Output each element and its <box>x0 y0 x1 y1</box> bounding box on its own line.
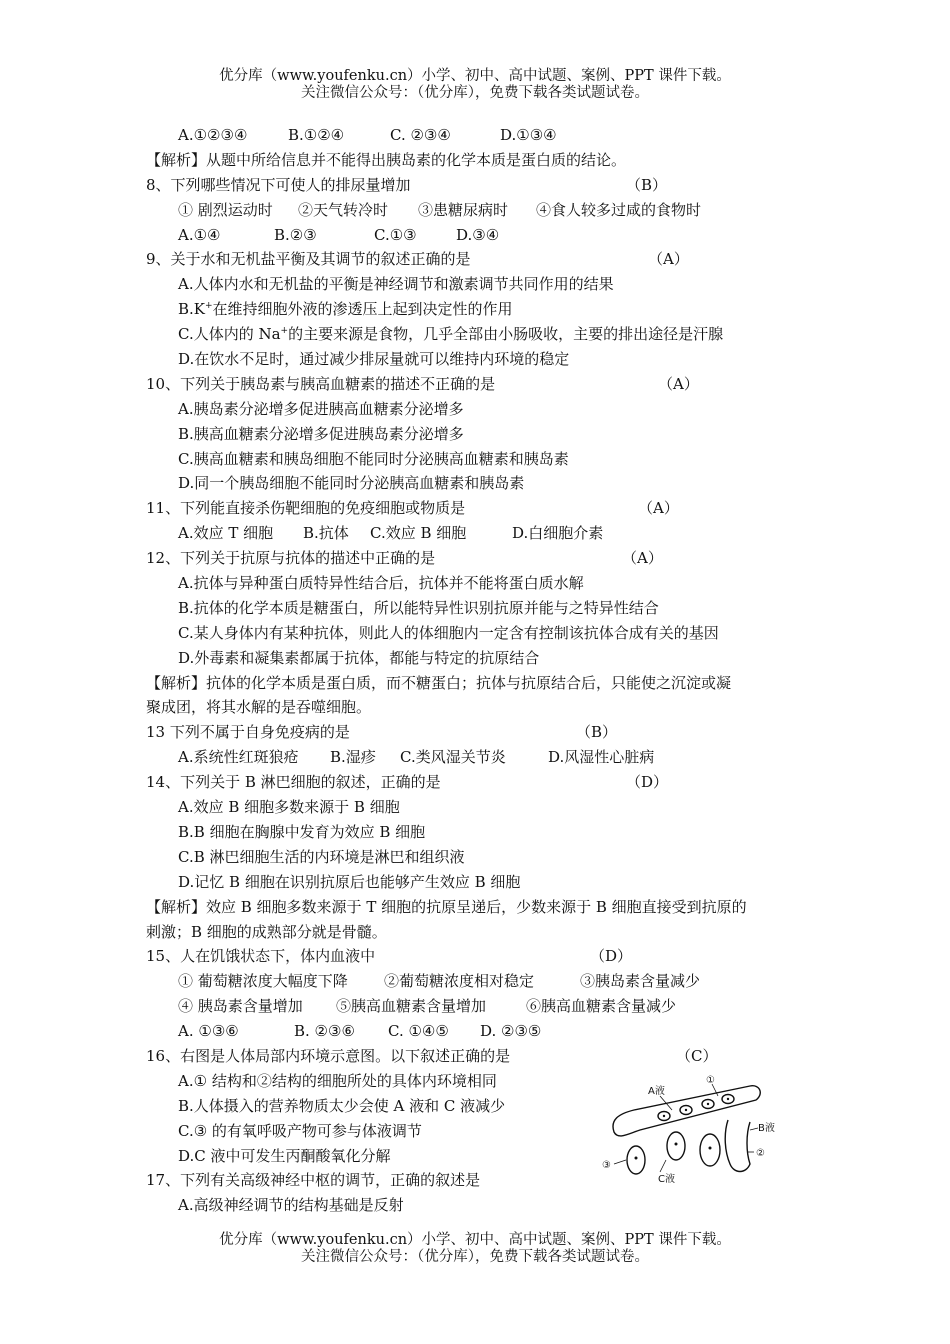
q8-answer: （B） <box>626 175 668 194</box>
q14-stem <box>146 770 826 795</box>
label-a-fluid: A液 <box>648 1086 665 1097</box>
q7-opt-a: A.①②③④ <box>178 126 248 144</box>
q13-opt-b: B.湿疹 <box>330 748 376 767</box>
q9-c-pre: C.人体内的 Na <box>178 325 281 344</box>
q9-option-b <box>146 297 826 322</box>
q17-option-a: A.高级神经调节的结构基础是反射 <box>178 1196 404 1215</box>
q10-option-c: C.胰高血糖素和胰岛细胞不能同时分泌胰高血糖素和胰岛素 <box>178 449 569 468</box>
q8-opt-d: D.③④ <box>456 225 500 244</box>
q9-option-c <box>146 322 826 347</box>
q11-opt-b: B.抗体 <box>303 524 349 543</box>
q9-c-sup: + <box>280 326 289 337</box>
footer-line-2: 关注微信公众号：（优分库），免费下载各类试题试卷。 <box>301 1249 649 1265</box>
q14-stem-text: 14、下列关于 B 淋巴细胞的叙述，正确的是 <box>146 773 441 792</box>
q14-option-c: C.B 淋巴细胞生活的内环境是淋巴和组织液 <box>178 847 465 866</box>
q14-option-d: D.记忆 B 细胞在识别抗原后也能够产生效应 B 细胞 <box>178 872 521 891</box>
q15-options <box>146 1019 826 1044</box>
q7-analysis: 【解析】从题中所给信息并不能得出胰岛素的化学本质是蛋白质的结论。 <box>146 150 627 169</box>
q12-option-d: D.外毒素和凝集素都属于抗体，都能与特定的抗原结合 <box>178 648 540 667</box>
q12-option-b: B.抗体的化学本质是糖蛋白，所以能特异性识别抗原并能与之特异性结合 <box>178 598 659 617</box>
lymph-vessel <box>725 1120 750 1172</box>
q16-option-d: D.C 液中可发生丙酮酸氧化分解 <box>178 1146 391 1165</box>
q8-opt-a: A.①④ <box>178 225 221 244</box>
q11-answer: （A） <box>638 499 679 518</box>
q7-opt-b: B.①②④ <box>288 126 345 144</box>
q13-options <box>146 745 826 770</box>
q11-opt-c: C.效应 B 细胞 <box>370 524 467 543</box>
q11-stem <box>146 496 826 521</box>
q13-answer: （B） <box>576 723 618 742</box>
q14-analysis-2: 刺激；B 细胞的成熟部分就是骨髓。 <box>146 922 387 941</box>
q15-opt-a: A. ①③⑥ <box>178 1022 239 1041</box>
q8-opt-c: C.①③ <box>374 225 417 244</box>
tissue-cell <box>627 1146 645 1174</box>
label-3: ③ <box>602 1160 611 1171</box>
q9-option-a: A.人体内水和无机盐的平衡是神经调节和激素调节共同作用的结果 <box>178 275 614 294</box>
label-2: ② <box>756 1148 765 1159</box>
q8-stem <box>146 173 826 198</box>
q11-stem-text: 11、下列能直接杀伤靶细胞的免疫细胞或物质是 <box>146 499 466 518</box>
q12-stem <box>146 546 826 571</box>
q8-options <box>146 223 826 248</box>
q10-stem <box>146 372 826 397</box>
q14-option-b: B.B 细胞在胸腺中发育为效应 B 细胞 <box>178 822 426 841</box>
q13-stem <box>146 720 826 745</box>
q12-answer: （A） <box>622 549 663 568</box>
q15-item-3: ③胰岛素含量减少 <box>580 972 701 991</box>
q11-opt-a: A.效应 T 细胞 <box>178 524 274 543</box>
q8-items <box>146 198 826 223</box>
q8-stem-text: 8、下列哪些情况下可使人的排尿量增加 <box>146 175 411 194</box>
q12-stem-text: 12、下列关于抗原与抗体的描述中正确的是 <box>146 549 436 568</box>
q10-option-d: D.同一个胰岛细胞不能同时分泌胰高血糖素和胰岛素 <box>178 474 525 493</box>
header-line-2: 关注微信公众号：（优分库），免费下载各类试题试卷。 <box>301 85 649 101</box>
label-c-fluid: C液 <box>658 1174 675 1185</box>
q16-option-a: A.① 结构和②结构的细胞所处的具体内环境相同 <box>178 1071 497 1090</box>
q15-item-4: ④ 胰岛素含量增加 <box>178 997 303 1016</box>
q15-opt-b: B. ②③⑥ <box>294 1022 355 1041</box>
q16-answer: （C） <box>676 1046 718 1065</box>
q15-opt-d: D. ②③⑤ <box>480 1022 542 1041</box>
q9-c-post: 的主要来源是食物，几乎全部由小肠吸收，主要的排出途径是汗腺 <box>288 325 724 344</box>
q14-analysis-1: 【解析】效应 B 细胞多数来源于 T 细胞的抗原呈递后，少数来源于 B 细胞直接受到抗原的 <box>146 897 747 916</box>
q9-stem <box>146 247 826 272</box>
q9-b-sup: + <box>205 301 213 312</box>
q10-option-b: B.胰高血糖素分泌增多促进胰岛素分泌增多 <box>178 424 464 443</box>
internal-environment-diagram <box>600 1070 780 1188</box>
page-footer <box>0 1232 950 1266</box>
q7-opt-d: D.①③④ <box>500 126 557 144</box>
q10-answer: （A） <box>658 374 699 393</box>
question-content <box>146 123 826 1218</box>
q15-items-2 <box>146 994 826 1019</box>
q15-item-2: ②葡萄糖浓度相对稳定 <box>384 972 535 991</box>
tissue-cell <box>700 1134 720 1166</box>
q15-item-6: ⑥胰高血糖素含量减少 <box>526 997 677 1016</box>
q16-option-b: B.人体摄入的营养物质太少会使 A 液和 C 液减少 <box>178 1096 506 1115</box>
q17-stem: 17、下列有关高级神经中枢的调节，正确的叙述是 <box>146 1171 481 1190</box>
q12-option-c: C.某人身体内有某种抗体，则此人的体细胞内一定含有控制该抗体合成有关的基因 <box>178 623 719 642</box>
q15-opt-c: C. ①④⑤ <box>388 1022 449 1041</box>
page-header <box>0 68 950 102</box>
q15-item-1: ① 葡萄糖浓度大幅度下降 <box>178 972 348 991</box>
q9-option-d: D.在饮水不足时，通过减少排尿量就可以维持内环境的稳定 <box>178 350 570 369</box>
q11-options <box>146 521 826 546</box>
q8-item-3: ③患糖尿病时 <box>418 200 509 219</box>
tissue-cell <box>667 1132 685 1160</box>
q8-item-4: ④食人较多过咸的食物时 <box>536 200 702 219</box>
q16-stem-text: 16、右图是人体局部内环境示意图。以下叙述正确的是 <box>146 1046 511 1065</box>
q15-stem-text: 15、人在饥饿状态下，体内血液中 <box>146 947 376 966</box>
label-b-fluid: B液 <box>758 1123 775 1134</box>
q7-options <box>146 123 826 148</box>
q15-item-5: ⑤胰高血糖素含量增加 <box>336 997 487 1016</box>
q8-opt-b: B.②③ <box>274 225 317 244</box>
q12-analysis-2: 聚成团，将其水解的是吞噬细胞。 <box>146 698 372 717</box>
header-line-1: 优分库（www.youfenku.cn）小学、初中、高中试题、案例、PPT 课件下载。 <box>219 68 731 84</box>
q9-b-pre: B.K <box>178 300 205 319</box>
q15-answer: （D） <box>590 947 633 966</box>
footer-line-1: 优分库（www.youfenku.cn）小学、初中、高中试题、案例、PPT 课件下载。 <box>219 1232 731 1248</box>
q9-b-post: 在维持细胞外液的渗透压上起到决定性的作用 <box>212 300 513 319</box>
q9-stem-text: 9、关于水和无机盐平衡及其调节的叙述正确的是 <box>146 250 471 269</box>
q12-analysis-1: 【解析】抗体的化学本质是蛋白质，而不糖蛋白；抗体与抗原结合后，只能使之沉淀或凝 <box>146 673 732 692</box>
q14-answer: （D） <box>626 773 669 792</box>
q13-opt-c: C.类风湿关节炎 <box>400 748 506 767</box>
q15-stem <box>146 944 826 969</box>
q15-items-1 <box>146 969 826 994</box>
q10-option-a: A.胰岛素分泌增多促进胰高血糖素分泌增多 <box>178 399 464 418</box>
q7-opt-c: C. ②③④ <box>390 126 451 144</box>
q16-stem <box>146 1044 826 1069</box>
q13-stem-text: 13 下列不属于自身免疫病的是 <box>146 723 350 742</box>
q9-answer: （A） <box>648 250 689 269</box>
q12-option-a: A.抗体与异种蛋白质特异性结合后，抗体并不能将蛋白质水解 <box>178 574 584 593</box>
q16-option-c: C.③ 的有氧呼吸产物可参与体液调节 <box>178 1121 422 1140</box>
q11-opt-d: D.白细胞介素 <box>512 524 604 543</box>
q13-opt-d: D.风湿性心脏病 <box>548 748 655 767</box>
q8-item-1: ① 剧烈运动时 <box>178 200 273 219</box>
label-1: ① <box>706 1075 715 1086</box>
q13-opt-a: A.系统性红斑狼疮 <box>178 748 299 767</box>
q10-stem-text: 10、下列关于胰岛素与胰高血糖素的描述不正确的是 <box>146 374 496 393</box>
q8-item-2: ②天气转冷时 <box>298 200 389 219</box>
q14-option-a: A.效应 B 细胞多数来源于 B 细胞 <box>178 798 400 817</box>
